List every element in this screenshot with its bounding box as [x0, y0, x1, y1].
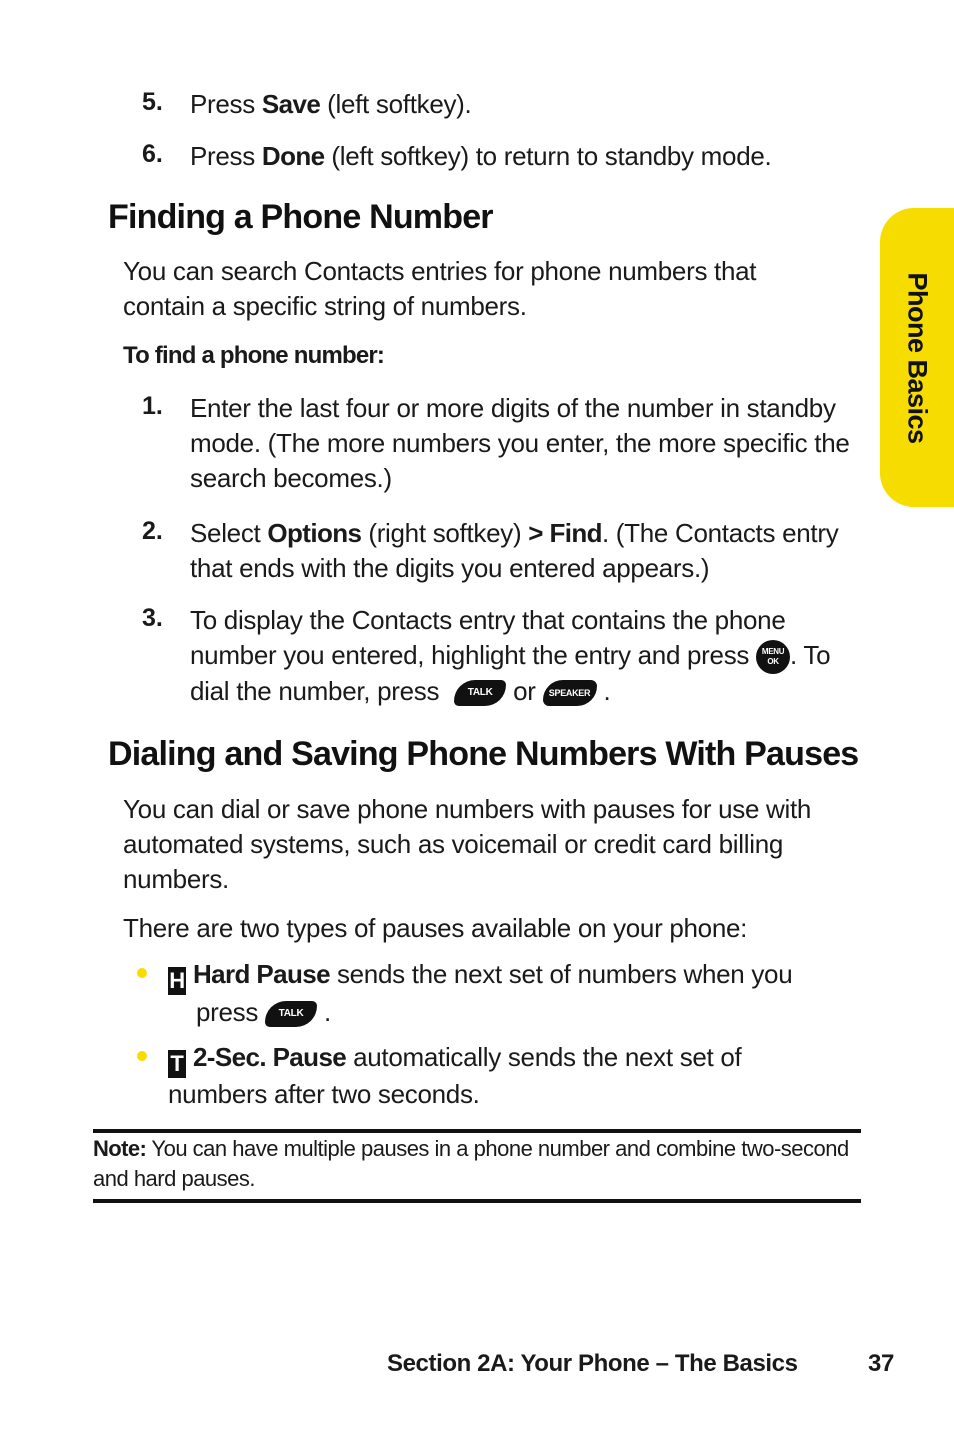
- step-number: 6.: [142, 140, 163, 168]
- step-text: Press Save (left softkey).: [190, 89, 472, 119]
- note-top-rule: [93, 1129, 861, 1133]
- bullet-text-line2: press TALK .: [196, 997, 331, 1027]
- 2sec-pause-label: 2-Sec. Pause: [192, 1042, 347, 1072]
- find-label: > Find: [528, 518, 602, 548]
- step-text: Press Done (left softkey) to return to standby mode.: [190, 141, 772, 171]
- bullet-text-line2: numbers after two seconds.: [168, 1079, 480, 1109]
- speaker-key-icon: SPEAKER: [543, 680, 597, 706]
- finding-intro: You can search Contacts entries for phone numbers that contain a specific string of numbers.: [123, 256, 757, 321]
- step-text: Enter the last four or more digits of the number in standby mode. (The more numbers you enter, the more specific the search becomes.): [190, 393, 850, 493]
- footer-section-title: Section 2A: Your Phone – The Basics: [387, 1350, 798, 1377]
- talk-key-icon: TALK: [265, 1001, 317, 1027]
- talk-key-icon: TALK: [454, 680, 506, 706]
- options-label: Options: [267, 518, 362, 548]
- timed-pause-icon: T: [168, 1050, 186, 1078]
- side-tab: [880, 208, 954, 507]
- step-number: 2.: [142, 517, 163, 545]
- step-number: 3.: [142, 604, 163, 632]
- save-label: Save: [261, 89, 321, 119]
- step-number: 5.: [142, 88, 163, 116]
- note-label: Note:: [93, 1136, 147, 1161]
- bullet-icon: [137, 1051, 147, 1061]
- bullet-icon: [137, 968, 147, 978]
- section-heading-finding: Finding a Phone Number: [108, 198, 493, 236]
- bullet-text: T 2-Sec. Pause automatically sends the next set of: [168, 1040, 741, 1078]
- side-tab-label: Phone Basics: [902, 271, 933, 444]
- hard-pause-icon: H: [169, 968, 185, 993]
- step-text: Select Options (right softkey) > Find. (The Contacts entry that ends with the digits you entered appears.): [190, 518, 839, 583]
- step-number: 1.: [142, 392, 163, 420]
- note-bottom-rule: [93, 1199, 861, 1203]
- note: Note: You can have multiple pauses in a phone number and combine two-second and hard pauses.: [93, 1136, 849, 1191]
- finding-subheading: To find a phone number:: [123, 342, 385, 369]
- hard-pause-label: Hard Pause: [192, 959, 331, 989]
- menu-ok-key-icon: MENU OK: [756, 640, 790, 674]
- section-heading-dialing: Dialing and Saving Phone Numbers With Pauses: [108, 735, 859, 773]
- step-text: To display the Contacts entry that contains the phone number you entered, highlight the entry and press MENU OK . To dial the number, press TALK or SPEAKER .: [190, 605, 831, 707]
- done-label: Done: [261, 141, 325, 171]
- dialing-intro: You can dial or save phone numbers with pauses for use with automated systems, such as voicemail or credit card billing numbers.: [123, 794, 812, 894]
- bullet-text: H Hard Pause sends the next set of numbers when you: [169, 959, 793, 993]
- pause-types-intro: There are two types of pauses available on your phone:: [123, 913, 748, 943]
- page-number: 37: [868, 1350, 894, 1377]
